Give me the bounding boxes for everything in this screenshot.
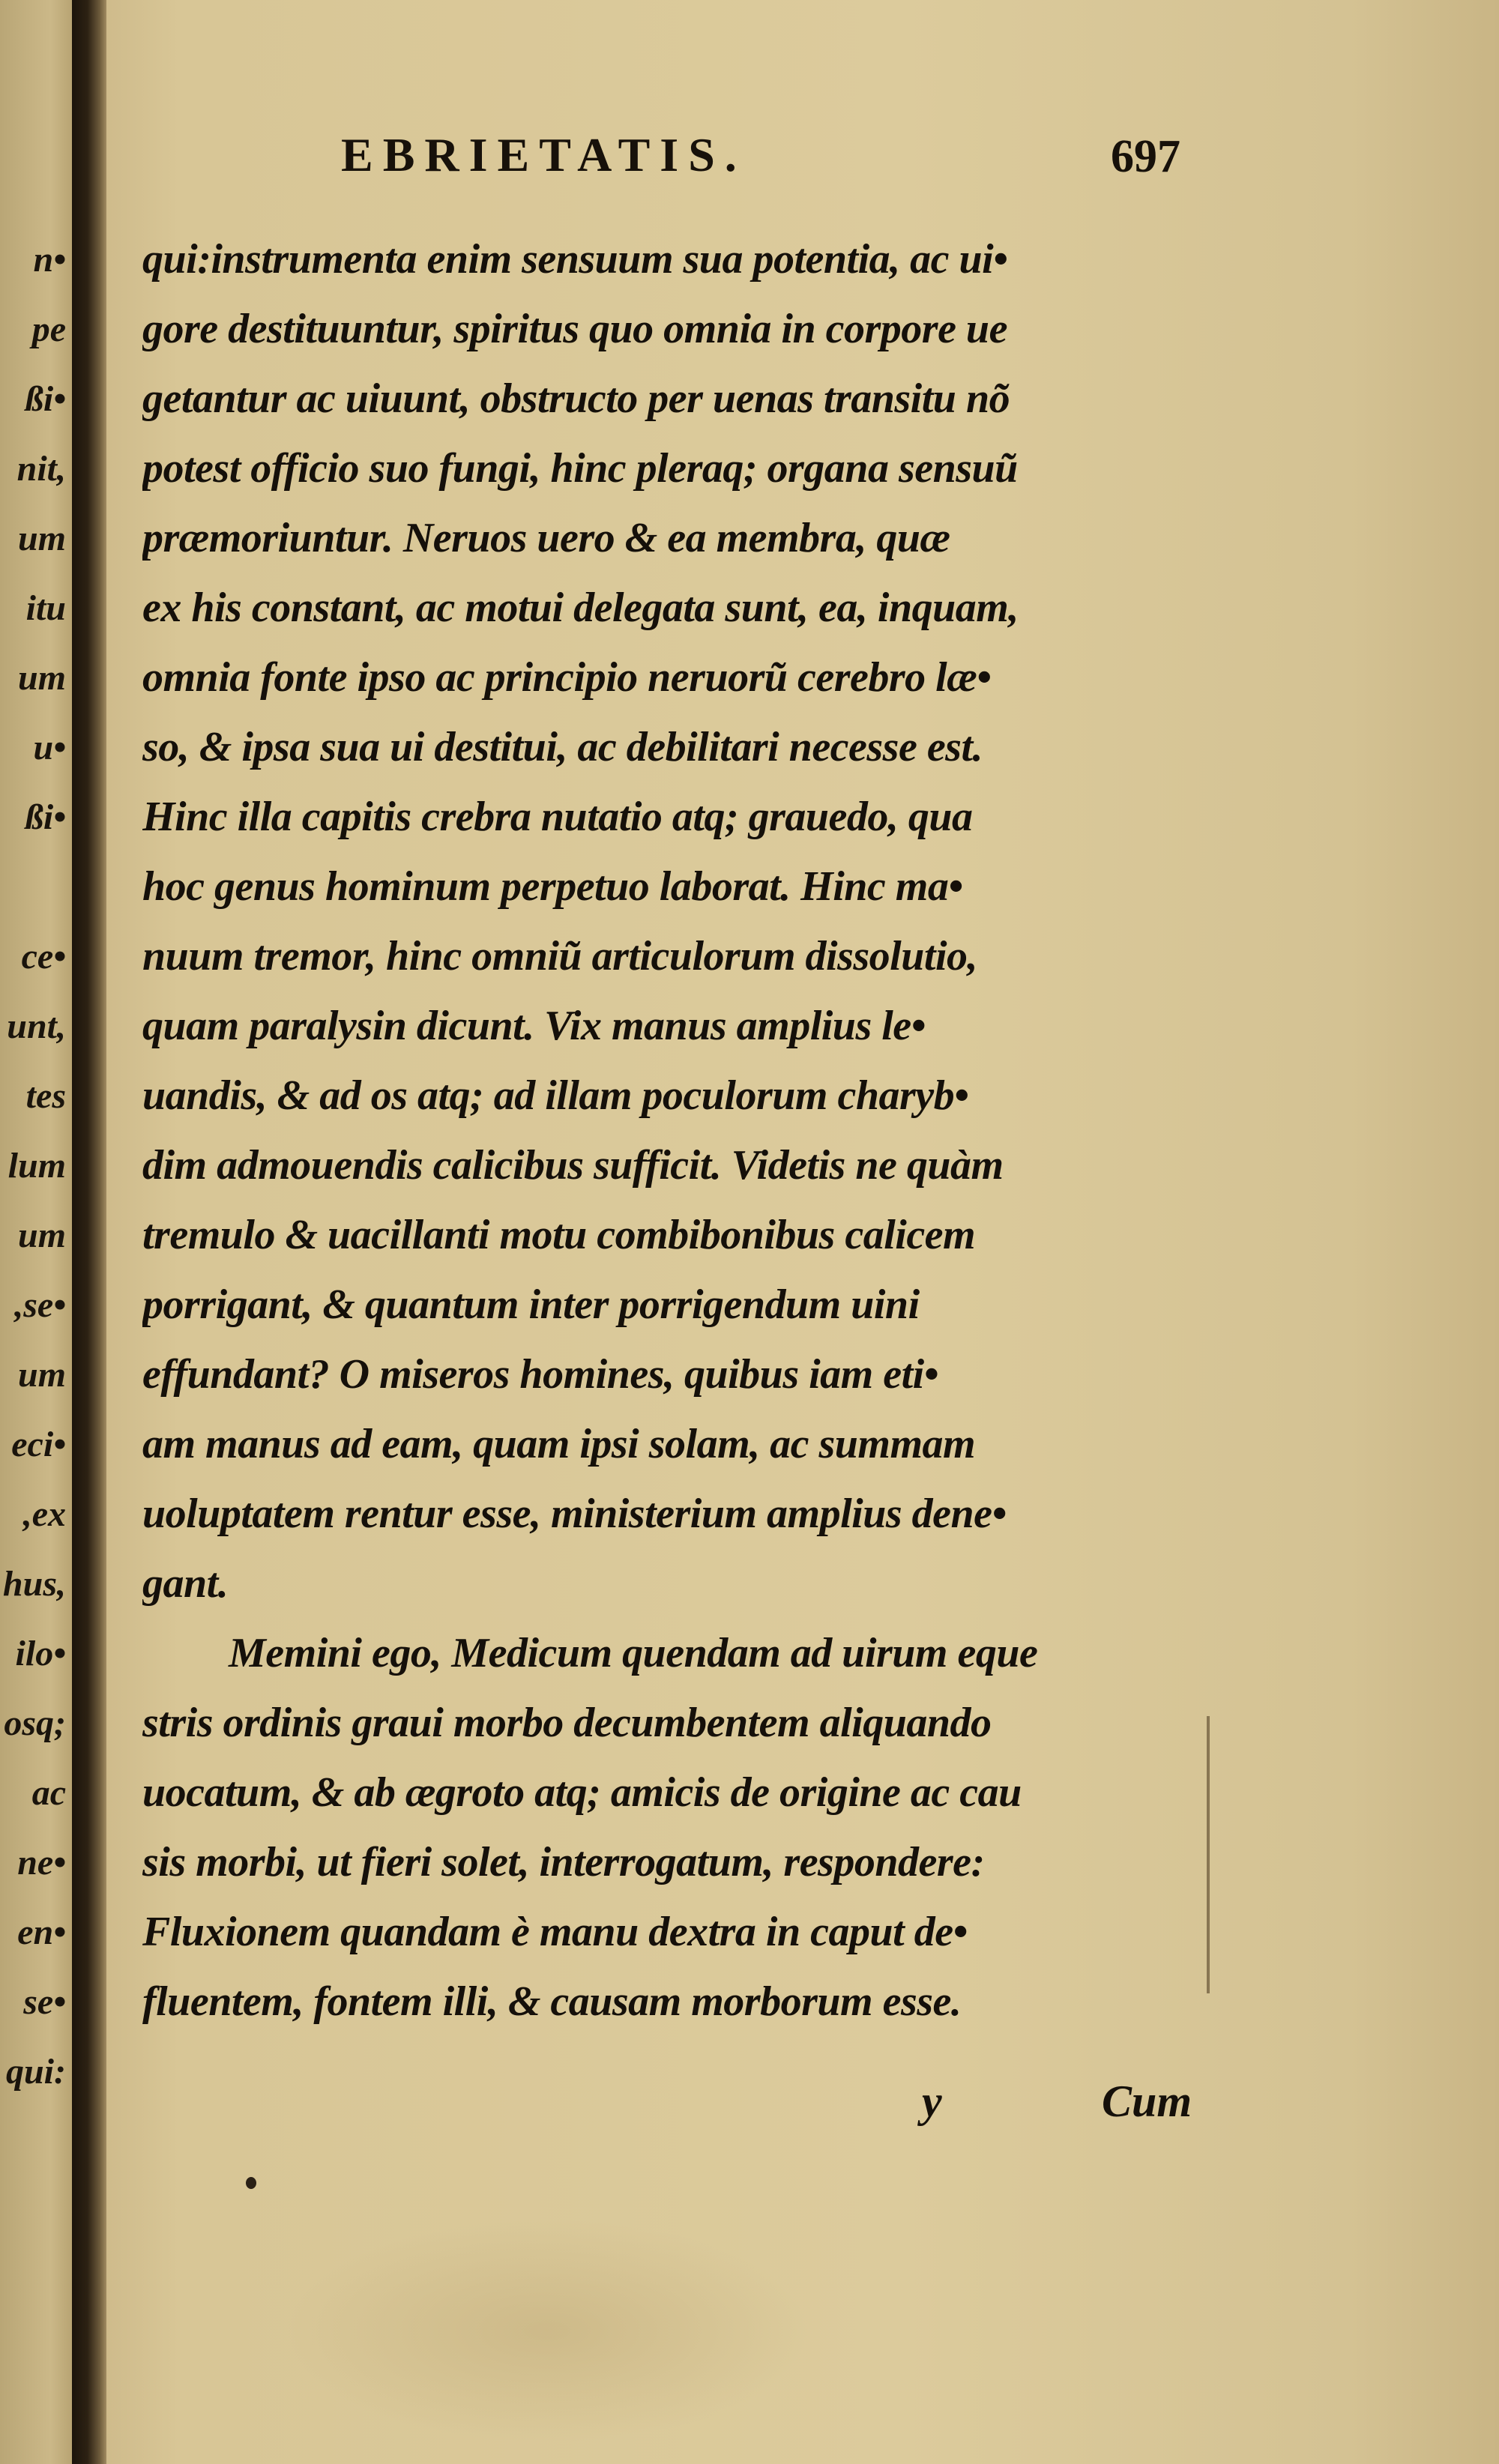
margin-fragment: tes (25, 1076, 66, 1116)
text-line: fluentem, fontem illi, & causam morborum esse. (142, 1978, 962, 2025)
text-line: præmoriuntur. Neruos uero & ea membra, quæ (142, 515, 950, 561)
text-line: quam paralysin dicunt. Vix manus amplius le• (142, 1003, 926, 1049)
margin-fragment: ac (31, 1773, 66, 1813)
book-gutter-shadow (72, 0, 106, 2464)
text-line: Hinc illa capitis crebra nutatio atq; grauedo, qua (142, 794, 973, 840)
margin-fragment: ,ex (22, 1494, 66, 1534)
margin-fragment: u• (33, 728, 66, 767)
margin-fragment: n• (33, 240, 66, 280)
margin-fragment: se• (23, 1982, 66, 2022)
margin-fragment: um (17, 1216, 66, 1255)
ink-spot (246, 2177, 256, 2189)
body-text (142, 225, 1188, 2037)
text-line: sis morbi, ut fieri solet, interrogatum, respondere: (142, 1839, 985, 1885)
text-line: effundant? O miseros homines, quibus iam eti• (142, 1351, 938, 1398)
previous-page-margin-text (0, 225, 72, 2107)
text-line: gore destituuntur, spiritus quo omnia in corpore ue (142, 306, 1007, 352)
text-line: qui:instrumenta enim sensuum sua potentia, ac ui• (142, 236, 1008, 283)
signature-mark: y (922, 2077, 942, 2126)
paragraph-first-line: Memini ego, Medicum quendam ad uirum eque (229, 1630, 1038, 1676)
text-line: porrigant, & quantum inter porrigendum uini (142, 1281, 920, 1328)
page-header (341, 127, 1180, 195)
margin-fragment: ce• (21, 937, 66, 976)
text-line: ex his constant, ac motui delegata sunt, ea, inquam, (142, 585, 1019, 631)
margin-fragment: ßi• (25, 797, 66, 837)
paper-stain (285, 2218, 809, 2443)
text-line: gant. (142, 1560, 229, 1607)
text-line: tremulo & uacillanti motu combibonibus calicem (142, 1212, 976, 1258)
text-line: am manus ad eam, quam ipsi solam, ac summam (142, 1421, 976, 1467)
page-footer (862, 2076, 1192, 2143)
text-line: potest officio suo fungi, hinc pleraq; organa sensuũ (142, 445, 1018, 492)
text-line: so, & ipsa sua ui destitui, ac debilitari necesse est. (142, 724, 983, 770)
margin-bracket-mark (1199, 1716, 1210, 1993)
text-line: Fluxionem quandam è manu dextra in caput de• (142, 1909, 968, 1955)
margin-fragment: ,se• (14, 1285, 66, 1325)
text-line: omnia fonte ipso ac principio neruorũ cerebro læ• (142, 654, 992, 701)
margin-fragment: qui: (5, 2052, 66, 2092)
margin-fragment: osq; (4, 1703, 66, 1743)
text-line: stris ordinis graui morbo decumbentem aliquando (142, 1700, 992, 1746)
previous-page-edge (0, 0, 72, 2464)
margin-fragment: ilo• (15, 1634, 66, 1673)
margin-fragment: eci• (11, 1425, 66, 1464)
margin-fragment: ne• (17, 1843, 66, 1882)
margin-fragment: nit, (16, 449, 66, 489)
margin-fragment (0, 852, 72, 922)
text-line: hoc genus hominum perpetuo laborat. Hinc ma• (142, 863, 963, 910)
text-line: getantur ac uiuunt, obstructo per uenas transitu nõ (142, 375, 1010, 422)
margin-fragment: um (17, 658, 66, 698)
margin-fragment: lum (7, 1146, 66, 1186)
margin-fragment: unt, (7, 1006, 66, 1046)
margin-fragment: en• (17, 1912, 66, 1952)
margin-fragment: pe (31, 309, 66, 349)
text-line: uandis, & ad os atq; ad illam poculorum charyb• (142, 1072, 969, 1119)
page-number: 697 (1111, 131, 1180, 182)
margin-fragment: um (17, 1355, 66, 1395)
margin-fragment: itu (25, 588, 66, 628)
margin-fragment: ßi• (25, 379, 66, 419)
text-line: uocatum, & ab ægroto atq; amicis de origine ac cau (142, 1769, 1022, 1816)
margin-fragment: hus, (2, 1564, 66, 1604)
running-title: EBRIETATIS. (341, 128, 747, 181)
catchword: Cum (1101, 2077, 1192, 2126)
text-line: uoluptatem rentur esse, ministerium amplius dene• (142, 1491, 1007, 1537)
text-line: nuum tremor, hinc omniũ articulorum dissolutio, (142, 933, 977, 979)
text-line: dim admouendis calicibus sufficit. Videtis ne quàm (142, 1142, 1004, 1189)
margin-fragment: um (17, 519, 66, 558)
